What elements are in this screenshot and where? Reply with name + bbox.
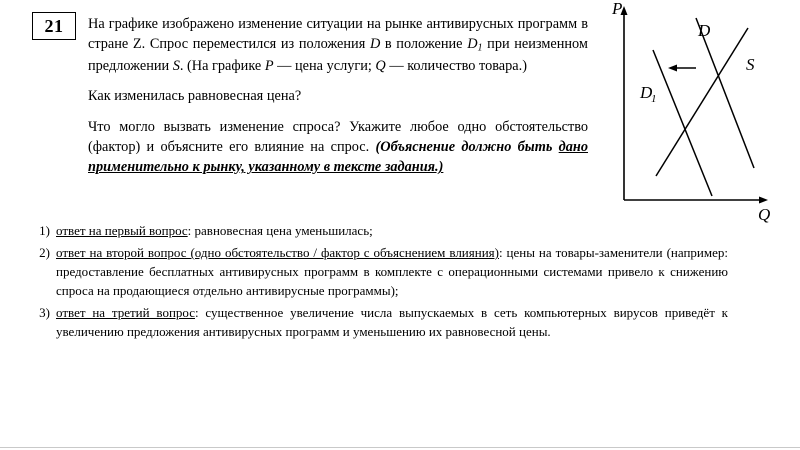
task-line-1b: программ в стране Z. Спрос переместился из положения bbox=[88, 16, 589, 53]
task-question-2 bbox=[88, 117, 588, 178]
answer-body-1 bbox=[56, 222, 728, 241]
task-line-1c-end: — bbox=[385, 57, 404, 74]
answer-body-2 bbox=[56, 244, 728, 301]
answer-text-2: : цены на товары-заменители (например: предоставление бесплатных антивирусных программ в комплекте с операционными системами привело к снижению спроса на продающиеся отдельно антивирусные программы); bbox=[56, 244, 729, 298]
task-line-1c-pre: при неизменном предложении bbox=[88, 36, 588, 74]
task-line-1b-mid: в положение bbox=[380, 36, 468, 53]
graph-label-demand-d1: D bbox=[640, 83, 653, 102]
task-number-box bbox=[32, 12, 76, 40]
task-question-2-emphasis-1: (Объяснение должно быть bbox=[375, 138, 553, 155]
demand-symbol-d: D bbox=[369, 36, 381, 53]
task-number-label: 21 bbox=[44, 15, 64, 36]
answer-body-3 bbox=[56, 304, 728, 342]
page-bottom-rule bbox=[0, 447, 800, 448]
answer-lead-3: ответ на третий вопрос bbox=[56, 304, 195, 320]
supply-curve-s bbox=[656, 28, 748, 176]
answer-text-3: : существенное увеличение числа выпускаемых в сеть компьютерных вирусов приведёт к увеличению предложения антивирусных программ и уменьшению их равновесной цены. bbox=[56, 304, 729, 339]
answer-item-2 bbox=[28, 244, 728, 301]
task-line-1c-mid2: — цена услуги; bbox=[273, 57, 376, 74]
demand-symbol-d1: D bbox=[467, 36, 478, 53]
task-question-2a: Что могло вызвать изменение спроса? Укажите любое одно обстоятельство bbox=[88, 118, 588, 135]
task-text-block bbox=[88, 14, 588, 181]
answer-lead-1: ответ на первый вопрос bbox=[56, 223, 188, 238]
answer-item-1 bbox=[28, 222, 728, 241]
quantity-symbol-q: Q bbox=[375, 57, 386, 74]
demand-symbol-d1-subscript: 1 bbox=[477, 42, 483, 54]
supply-symbol-s: S bbox=[172, 57, 180, 74]
graph-axis-horizontal-arrowhead bbox=[759, 197, 768, 204]
task-paragraph-intro bbox=[88, 14, 588, 76]
graph-label-quantity: Q bbox=[758, 205, 771, 224]
graph-label-supply-s: S bbox=[746, 55, 755, 74]
task-question-2b: (фактор) и объясните его влияние на спрос. bbox=[88, 138, 376, 155]
graph-label-demand-d: D bbox=[698, 21, 711, 40]
demand-curve-d bbox=[696, 18, 754, 168]
answer-list bbox=[28, 222, 728, 345]
answer-text-1: : равновесная цена уменьшилась; bbox=[187, 223, 373, 238]
task-question-2-emphasis-2: дано применительно к рынку, указанному в тексте задания.) bbox=[88, 138, 588, 176]
task-question-1: Как изменилась равновесная цена? bbox=[88, 88, 302, 105]
answer-number-2: 2) bbox=[39, 244, 50, 260]
answer-item-3 bbox=[28, 304, 728, 342]
demand-curve-d1 bbox=[653, 50, 712, 196]
task-line-1d: количество товара.) bbox=[407, 57, 527, 74]
graph-svg bbox=[600, 0, 800, 225]
task-line-1c-mid: . (На графике bbox=[179, 57, 265, 74]
price-symbol-p: P bbox=[264, 57, 274, 74]
demand-shift-arrow-head bbox=[668, 65, 677, 72]
supply-demand-graph bbox=[600, 0, 800, 225]
graph-label-price: P bbox=[612, 0, 623, 18]
graph-label-demand-d1-subscript: 1 bbox=[651, 93, 657, 105]
answer-number-3: 3) bbox=[39, 304, 50, 320]
answer-number-1: 1) bbox=[39, 223, 50, 238]
answer-lead-2: ответ на второй вопрос (одно обстоятельство / фактор с объяснением влияния) bbox=[56, 244, 499, 260]
task-line-1a: На графике изображено изменение ситуации на рынке антивирусных bbox=[88, 16, 514, 32]
